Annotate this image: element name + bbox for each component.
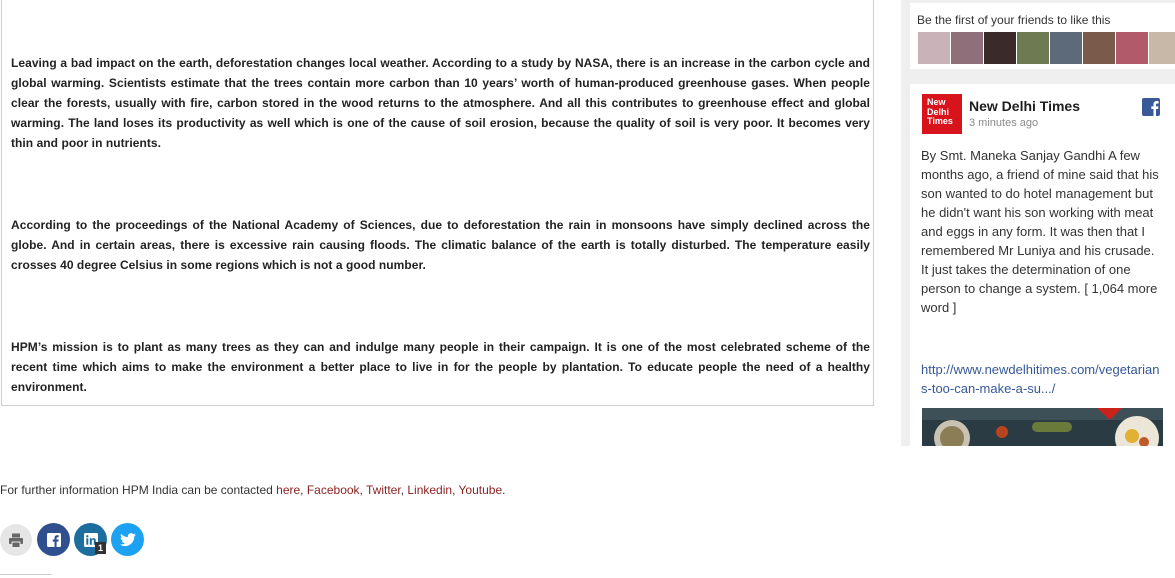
contact-prefix: For further information HPM India can be contacted (0, 483, 277, 497)
contact-link-here[interactable]: here (276, 483, 301, 497)
facebook-share-button[interactable] (37, 523, 70, 556)
post-timestamp[interactable]: 3 minutes ago (969, 117, 1039, 129)
twitter-icon (120, 533, 136, 547)
contact-link-linkedin[interactable]: Linkedin (407, 483, 453, 497)
contact-end: . (502, 483, 506, 497)
contact-link-youtube[interactable]: Youtube (458, 483, 503, 497)
post-text: By Smt. Maneka Sanjay Gandhi A few months ago, a friend of mine said that his son wanted to do hotel management but he didn't want his son working with meat and eggs in any form. It was then that I remembered Mr Luniya and his crusade. It just takes the determination of one person to change a system. [ 1,064 more word ] (921, 148, 1159, 315)
facebook-icon[interactable] (1142, 98, 1160, 116)
facebook-like-box (910, 3, 1175, 69)
logo-line: Delhi (927, 106, 950, 117)
print-button[interactable] (0, 524, 32, 556)
friend-avatar[interactable] (1050, 32, 1082, 64)
friend-avatars (918, 32, 1175, 64)
friend-avatar[interactable] (1017, 32, 1049, 64)
contact-link-twitter[interactable]: Twitter (366, 483, 401, 497)
separator: , (452, 483, 459, 497)
friend-avatar[interactable] (1083, 32, 1115, 64)
facebook-f-glyph (1148, 100, 1160, 116)
separator: , (300, 483, 307, 497)
friend-avatar[interactable] (918, 32, 950, 64)
friend-avatar[interactable] (1116, 32, 1148, 64)
like-prompt: Be the first of your friends to like this (917, 13, 1111, 27)
separator: , (359, 483, 366, 497)
friend-avatar[interactable] (984, 32, 1016, 64)
facebook-post-card (910, 84, 1175, 446)
post-image[interactable] (922, 408, 1163, 446)
friend-avatar[interactable] (1149, 32, 1175, 64)
linkedin-share-count: 1 (95, 542, 106, 554)
friend-avatar[interactable] (951, 32, 983, 64)
post-link[interactable]: http://www.newdelhitimes.com/vegetarians-too-can-make-a-su.../ (921, 362, 1160, 396)
twitter-share-button[interactable] (111, 523, 144, 556)
logo-line: New (927, 97, 946, 107)
logo-line: Times (927, 116, 953, 126)
article-paragraph: According to the proceedings of the National Academy of Sciences, due to deforestation the rain in monsoons have simply declined across the globe. And in certain areas, there is excessive rain causing floods. The climatic balance of the earth is totally disturbed. The temperature easily crosses 40 degree Celsius in some regions which is not a good number. (11, 218, 870, 272)
article-paragraph: HPM’s mission is to plant as many trees as they can and indulge many people in their campaign. It is one of the most celebrated scheme of the recent time which aims to make the environment a better place to live in for the people by plantation. To educate people the need of a healthy environment. (11, 340, 870, 394)
contact-info (0, 483, 505, 497)
facebook-icon (47, 533, 61, 547)
separator: , (400, 483, 408, 497)
article-paragraph: Leaving a bad impact on the earth, deforestation changes local weather. According to a study by NASA, there is an increase in the carbon cycle and global warming. Scientists estimate that the trees contain more carbon than 10 years’ worth of human-produced greenhouse gases. When people clear the forests, usually with fire, carbon stored in the wood returns to the atmosphere. And all this contributes to greenhouse effect and global warming. The land loses its productivity as well which is one of the cause of soil erosion, because the quality of soil is very poor. It becomes very thin and poor in nutrients. (11, 56, 870, 150)
ndt-logo[interactable] (922, 94, 962, 134)
divider (0, 574, 52, 575)
page-name[interactable]: New Delhi Times (969, 98, 1081, 114)
article-content (1, 0, 874, 406)
printer-icon (8, 533, 24, 548)
contact-link-facebook[interactable]: Facebook (306, 483, 360, 497)
